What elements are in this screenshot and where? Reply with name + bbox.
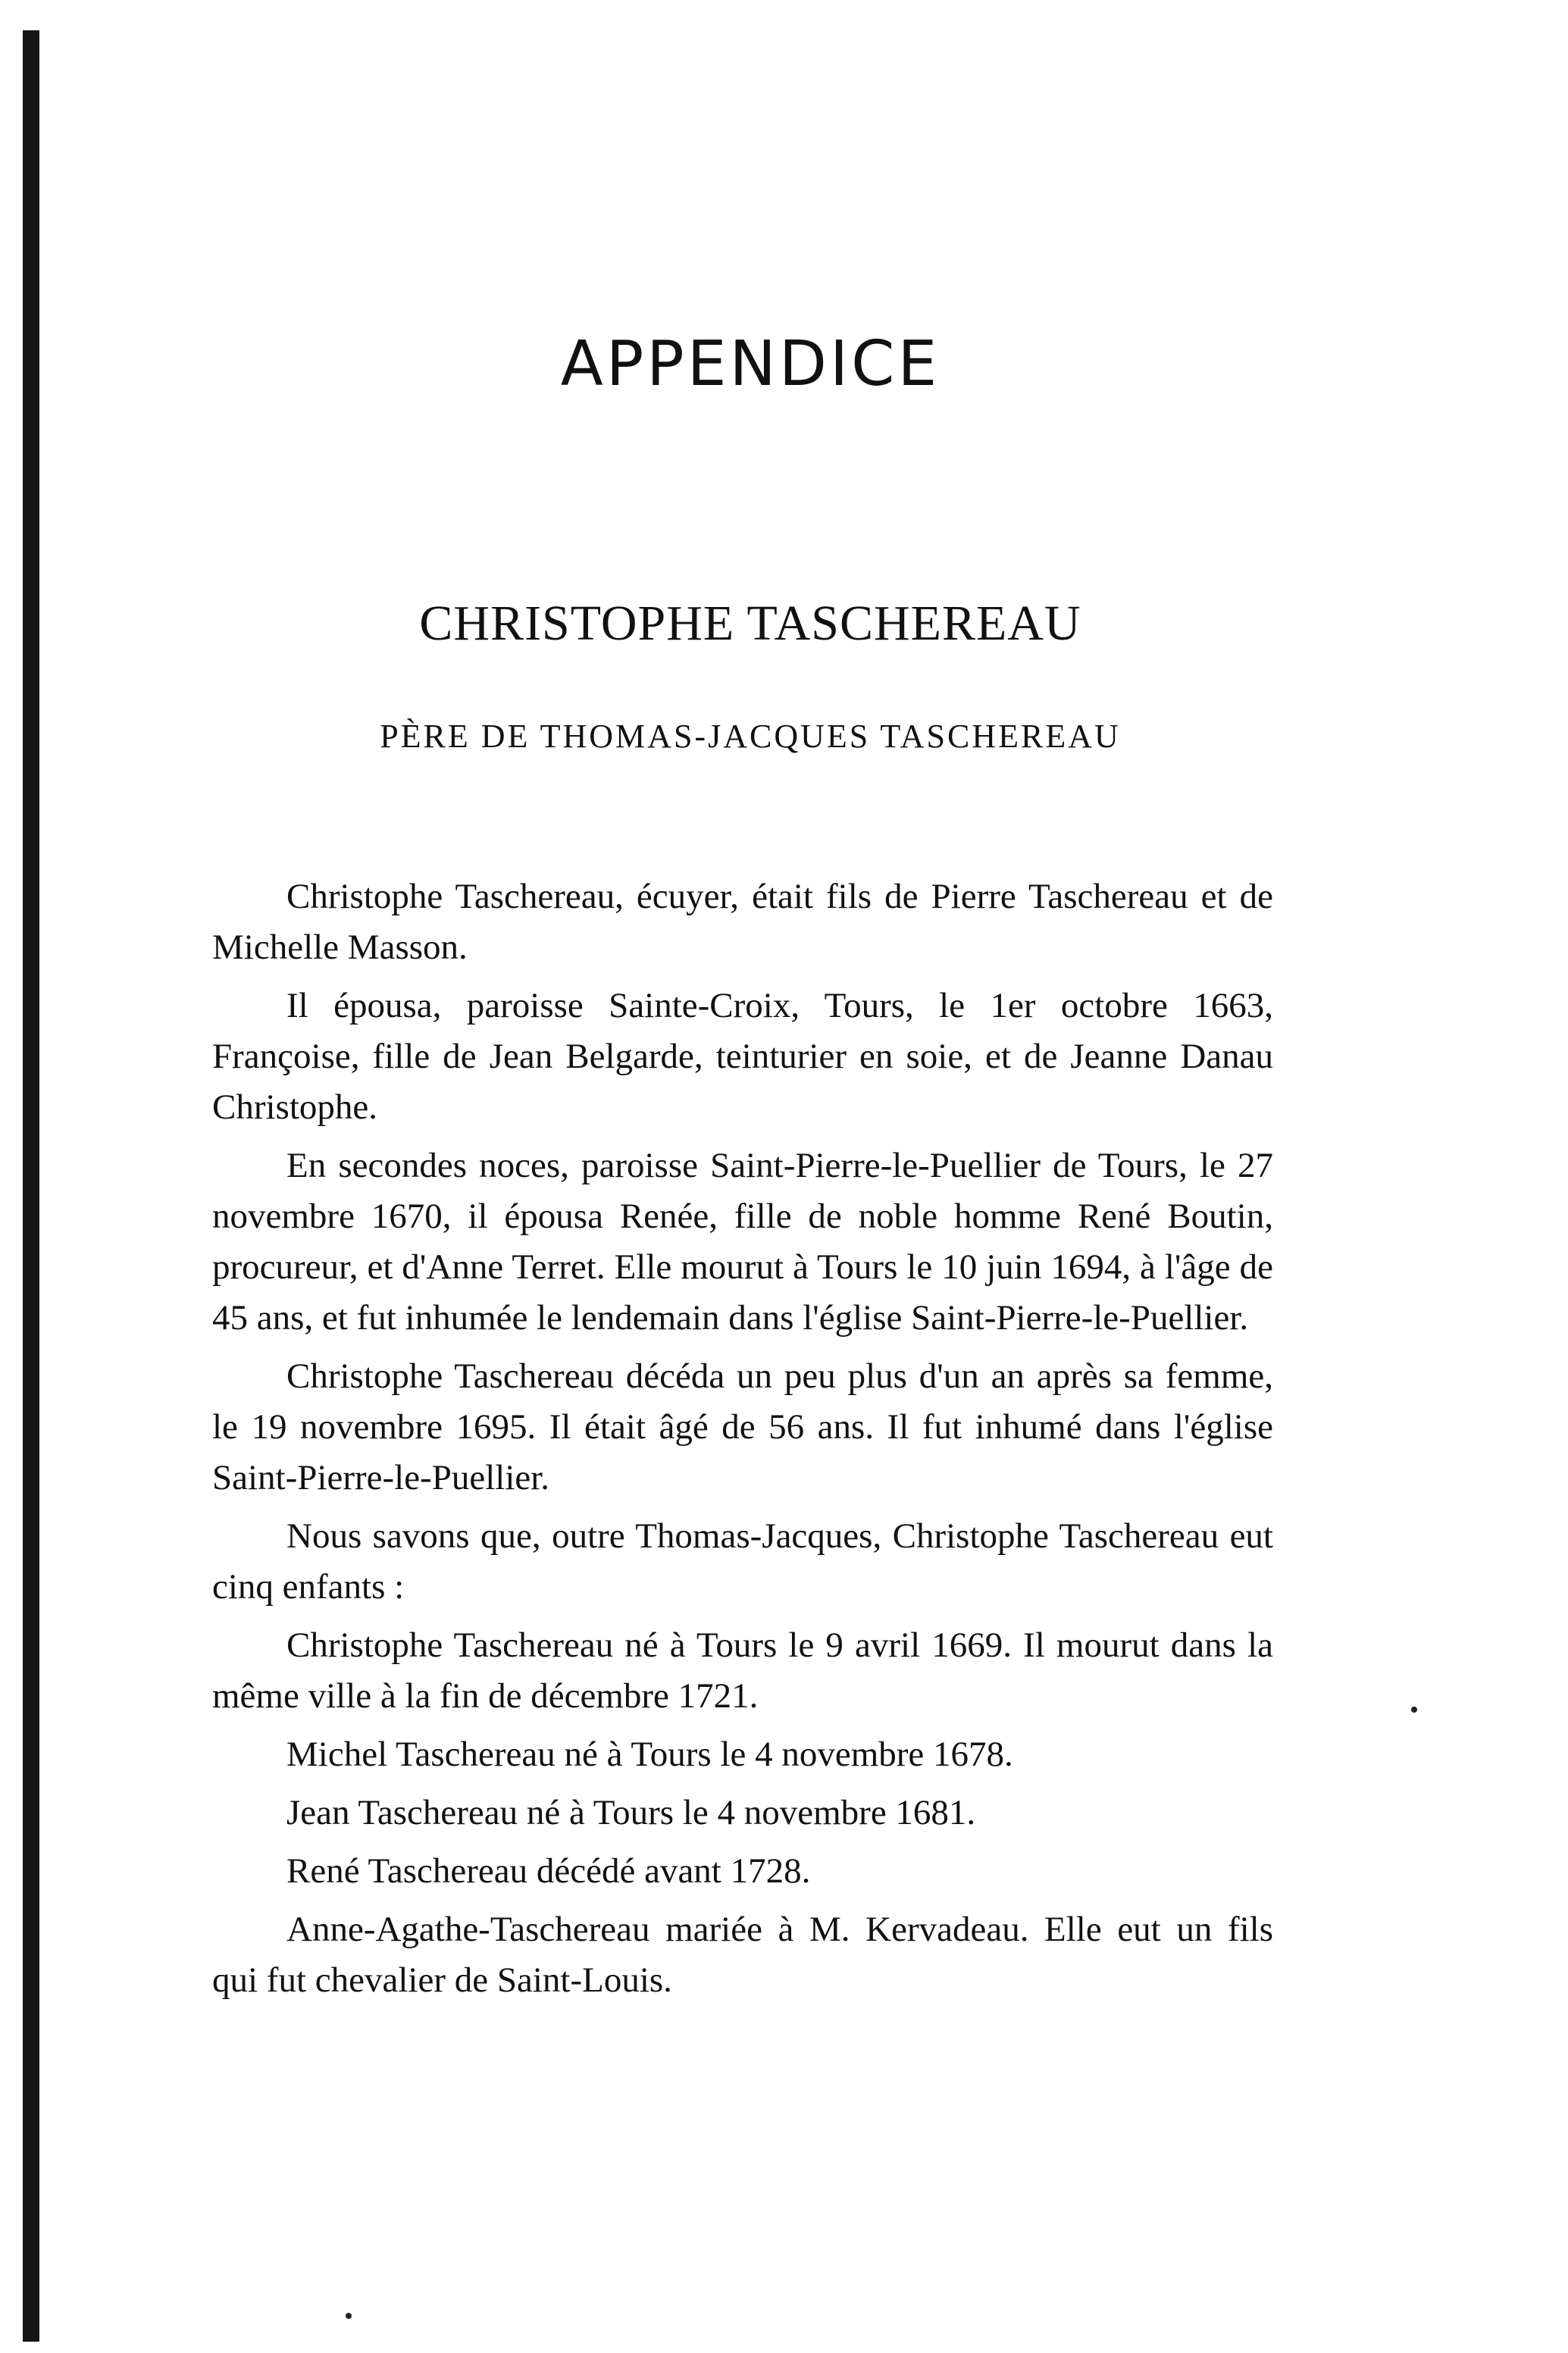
paragraph-parentage: Christophe Taschereau, écuyer, était fils de Pierre Taschereau et de Michelle Masson. (212, 877, 1273, 967)
main-title: CHRISTOPHE TASCHEREAU (419, 596, 1081, 651)
body-text (212, 871, 1273, 2014)
appendix-title: APPENDICE (560, 328, 940, 400)
paragraph-child-michel: Michel Taschereau né à Tours le 4 novembre 1678. (286, 1735, 1013, 1774)
paragraph-child-rene: René Taschereau décédé avant 1728. (286, 1851, 811, 1891)
paragraph-children-intro: Nous savons que, outre Thomas-Jacques, Christophe Taschereau eut cinq enfants : (212, 1516, 1273, 1607)
paragraph-second-marriage: En secondes noces, paroisse Saint-Pierre-le-Puellier de Tours, le 27 novembre 1670, il épousa Renée, fille de noble homme René Boutin, procureur, et d'Anne Terret. Elle mourut à Tours le 10 juin 1694, à l'âge de 45 ans, et fut inhumée le lendemain dans l'église Saint-Pierre-le-Puellier. (212, 1146, 1273, 1338)
paragraph-child-christophe: Christophe Taschereau né à Tours le 9 avril 1669. Il mourut dans la même ville à la fin de décembre 1721. (212, 1626, 1273, 1716)
stray-mark (1411, 1707, 1417, 1713)
stray-mark (346, 2313, 352, 2319)
paragraph-first-marriage: Il épousa, paroisse Sainte-Croix, Tours, le 1er octobre 1663, Françoise, fille de Jean Belgarde, teinturier en soie, et de Jeanne Danau Christophe. (212, 986, 1273, 1127)
paragraph-child-jean: Jean Taschereau né à Tours le 4 novembre 1681. (286, 1793, 976, 1832)
paragraph-child-anne-agathe: Anne-Agathe-Taschereau mariée à M. Kervadeau. Elle eut un fils qui fut chevalier de Saint-Louis. (212, 1910, 1273, 2000)
paragraph-death: Christophe Taschereau décéda un peu plus d'un an après sa femme, le 19 novembre 1695. Il était âgé de 56 ans. Il fut inhumé dans l'église Saint-Pierre-le-Puellier. (212, 1356, 1273, 1497)
subtitle: PÈRE DE THOMAS-JACQUES TASCHEREAU (380, 718, 1121, 755)
